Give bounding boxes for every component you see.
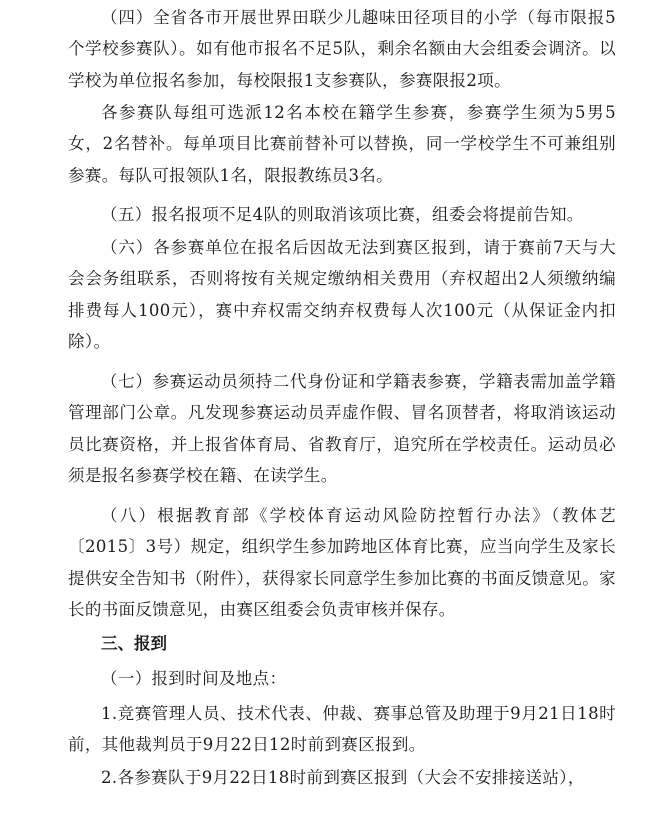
section-heading-registration: 三、报到 — [101, 634, 167, 653]
list-item-teams-arrival: 2.各参赛队于9月22日18时前到赛区报到（大会不安排接送站）， — [101, 768, 585, 787]
paragraph-withdrawal-fees: （六）各参赛单位在报名后因故无法到赛区报到，请于赛前7天与大会会务组联系，否则将按有关规定缴纳相关费用（弃权超出2人须缴纳编排费每人100元），赛中弃权需交纳弃权费每人次100元（从保证金内扣除）。 — [68, 238, 616, 352]
paragraph-registration-schools: （四）全省各市开展世界田联少儿趣味田径项目的小学（每市限报5个学校参赛队）。如有他市报名不足5队，剩余名额由大会组委会调济。以学校为单位报名参加，每校限报1支参赛队，参赛限报2项。 — [68, 8, 616, 90]
paragraph-athlete-eligibility: （七）参赛运动员须持二代身份证和学籍表参赛，学籍表需加盖学籍管理部门公章。凡发现参赛运动员弄虚作假、冒名顶替者，将取消该运动员比赛资格，并上报省体育局、省教育厅，追究所在学校责任。运动员必须是报名参赛学校在籍、在读学生。 — [68, 372, 616, 486]
paragraph-cancellation: （五）报名报项不足4队的则取消该项比赛，组委会将提前告知。 — [101, 205, 584, 224]
paragraph-team-composition: 各参赛队每组可选派12名本校在籍学生参赛，参赛学生须为5男5女，2名替补。每单项目比赛前替补可以替换，同一学校学生不可兼组别参赛。每队可报领队1名，限报教练员3名。 — [68, 103, 616, 185]
subsection-heading-time-place: （一）报到时间及地点： — [101, 669, 287, 688]
list-item-officials-arrival: 1.竞赛管理人员、技术代表、仲裁、赛事总管及助理于9月21日18时前，其他裁判员于9月22日12时前到赛区报到。 — [68, 704, 616, 755]
paragraph-safety-notice: （八）根据教育部《学校体育运动风险防控暂行办法》（教体艺〔2015〕3号）规定，组织学生参加跨地区体育比赛，应当向学生及家长提供安全告知书（附件），获得家长同意学生参加比赛的书面反馈意见。家长的书面反馈意见，由赛区组委会负责审核并保存。 — [68, 506, 616, 620]
